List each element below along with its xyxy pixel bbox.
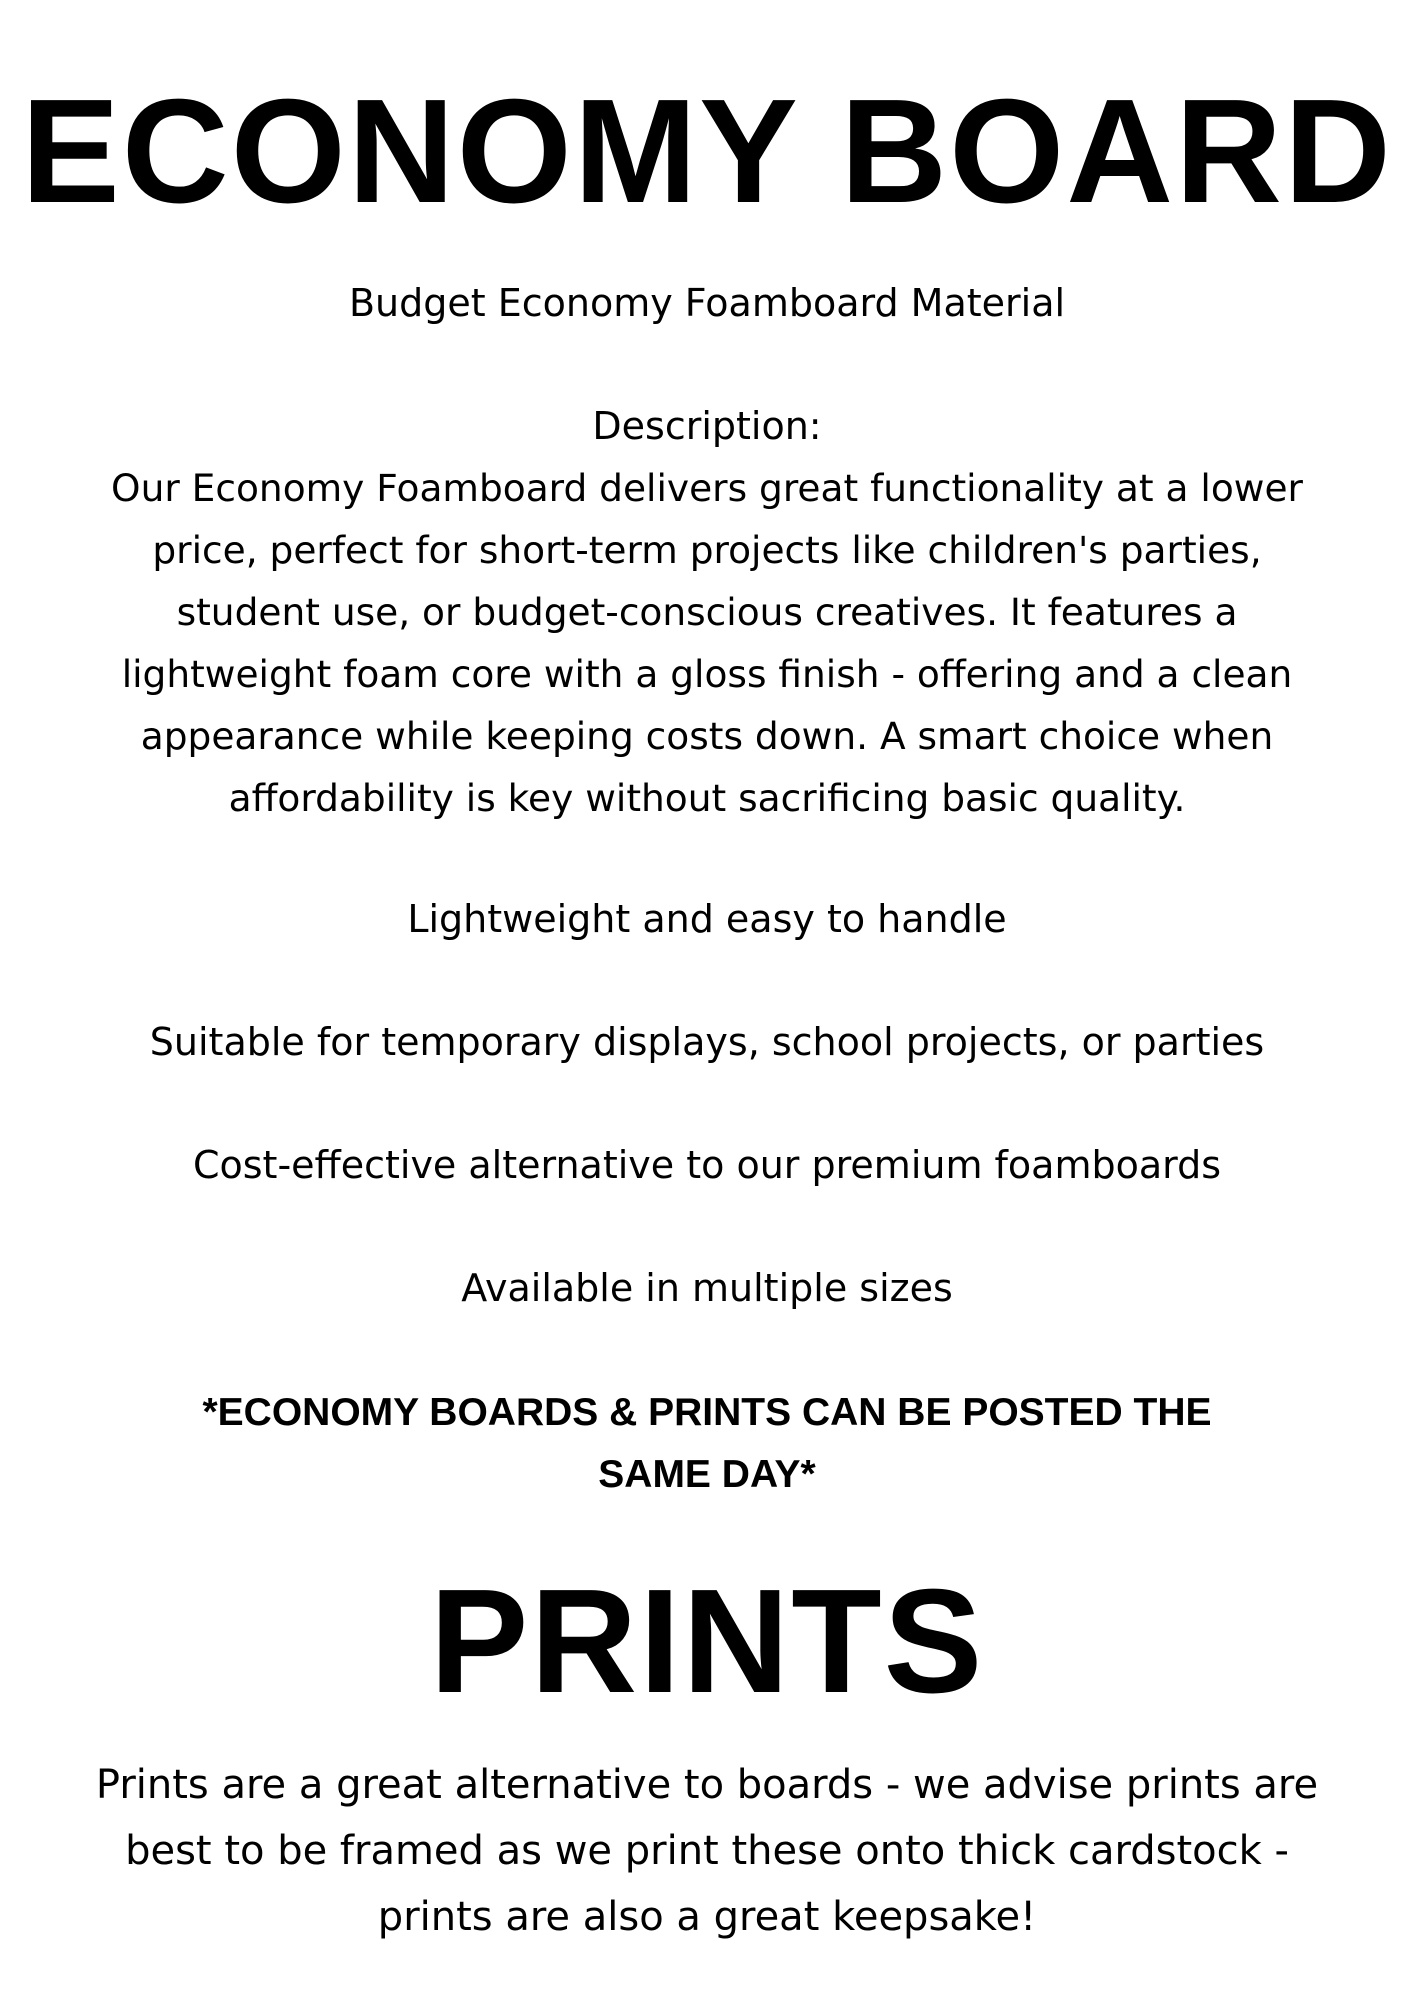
feature-item: Lightweight and easy to handle bbox=[407, 897, 1007, 941]
feature-item: Suitable for temporary displays, school projects, or parties bbox=[149, 1020, 1265, 1064]
prints-description: Prints are a great alternative to boards - we advise prints are best to be framed as we print these onto thick cardstock - prints are also a great keepsake! bbox=[95, 1762, 1319, 1940]
prints-title: PRINTS bbox=[429, 1559, 985, 1724]
economy-board-title: ECONOMY BOARD bbox=[21, 69, 1393, 234]
same-day-posting-notice: *ECONOMY BOARDS & PRINTS CAN BE POSTED THE SAME DAY* bbox=[202, 1391, 1212, 1496]
description-text: Our Economy Foamboard delivers great functionality at a lower price, perfect for short-term projects like children's parties, student use, or budget-conscious creatives. It features a lightweight foam core with a gloss finish - offering and a clean appearance while keeping costs down. A smart choice when affordability is key without sacrificing basic quality. bbox=[111, 466, 1303, 820]
feature-item: Cost-effective alternative to our premium foamboards bbox=[192, 1143, 1222, 1187]
economy-board-subtitle: Budget Economy Foamboard Material bbox=[348, 281, 1066, 325]
description-label: Description: bbox=[592, 404, 822, 448]
feature-item: Available in multiple sizes bbox=[461, 1266, 953, 1310]
